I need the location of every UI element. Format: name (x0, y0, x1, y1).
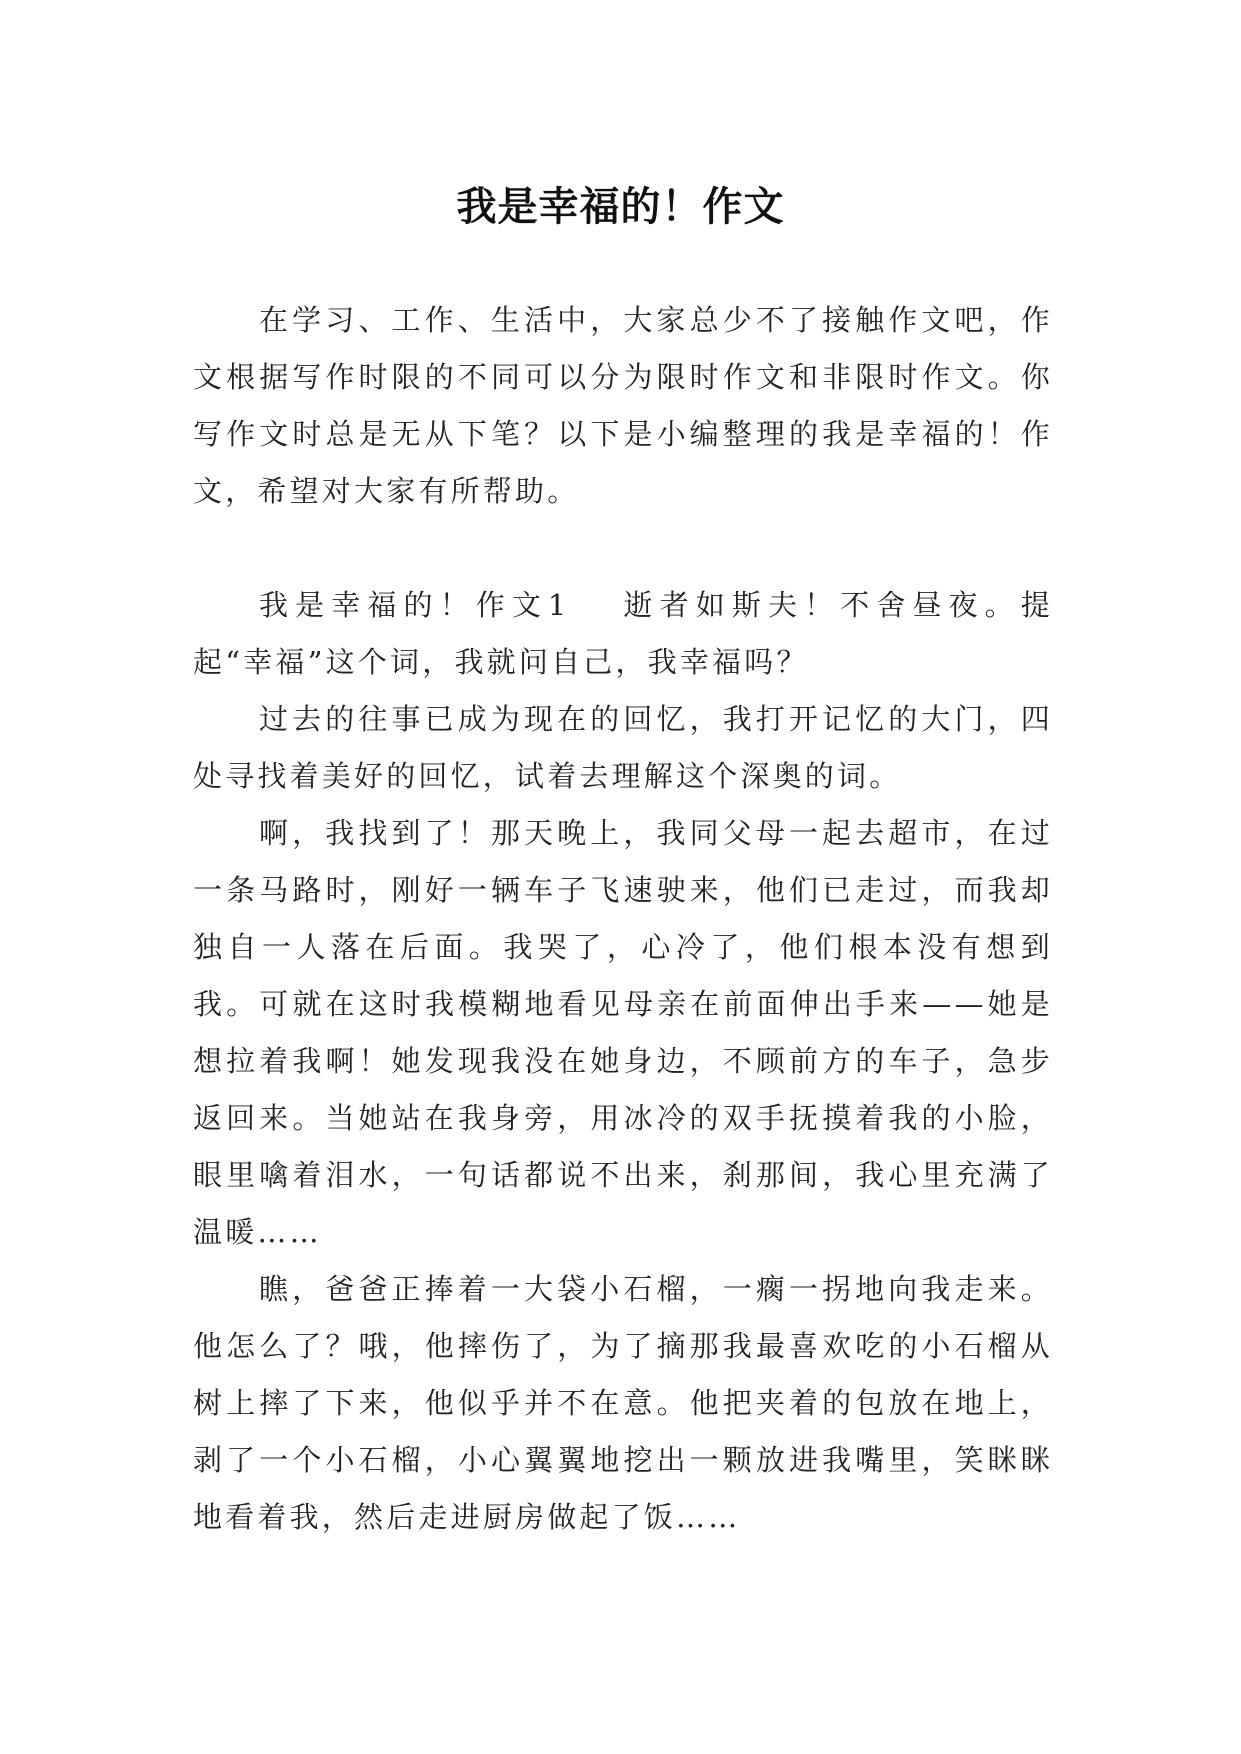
document-body (193, 292, 1053, 1546)
intro-paragraph: 在学习、工作、生活中，大家总少不了接触作文吧，作文根据写作时限的不同可以分为限时作文和非限时作文。你写作文时总是无从下笔？以下是小编整理的我是幸福的！作文，希望对大家有所帮助。 (193, 303, 1053, 508)
essay-1-paragraph-3: 啊，我找到了！那天晚上，我同父母一起去超市，在过一条马路时，刚好一辆车子飞速驶来，他们已走过，而我却独自一人落在后面。我哭了，心冷了，他们根本没有想到我。可就在这时我模糊地看见母亲在前面伸出手来——她是想拉着我啊！她发现我没在她身边，不顾前方的车子，急步返回来。当她站在我身旁，用冰冷的双手抚摸着我的小脸，眼里噙着泪水，一句话都说不出来，刹那间，我心里充满了温暖…… (193, 816, 1053, 1249)
document-title: 我是幸福的！作文 (456, 183, 785, 230)
essay-1-paragraph-1 (193, 577, 1053, 691)
essay-1-paragraph-4: 瞧，爸爸正捧着一大袋小石榴，一瘸一拐地向我走来。他怎么了？哦，他摔伤了，为了摘那我最喜欢吃的小石榴从树上摔了下来，他似乎并不在意。他把夹着的包放在地上，剥了一个小石榴，小心翼翼地挖出一颗放进我嘴里，笑眯眯地看着我，然后走进厨房做起了饭…… (193, 1272, 1053, 1534)
essay-1-label: 我是幸福的！作文1 (259, 588, 570, 622)
essay-1-paragraph-2: 过去的往事已成为现在的回忆，我打开记忆的大门，四处寻找着美好的回忆，试着去理解这个深奥的词。 (193, 702, 1053, 793)
essay-1-paragraph-1-text: 逝者如斯夫！不舍昼夜。提起“幸福”这个词，我就问自己，我幸福吗？ (193, 588, 1053, 679)
paragraph-spacer (193, 520, 1053, 577)
